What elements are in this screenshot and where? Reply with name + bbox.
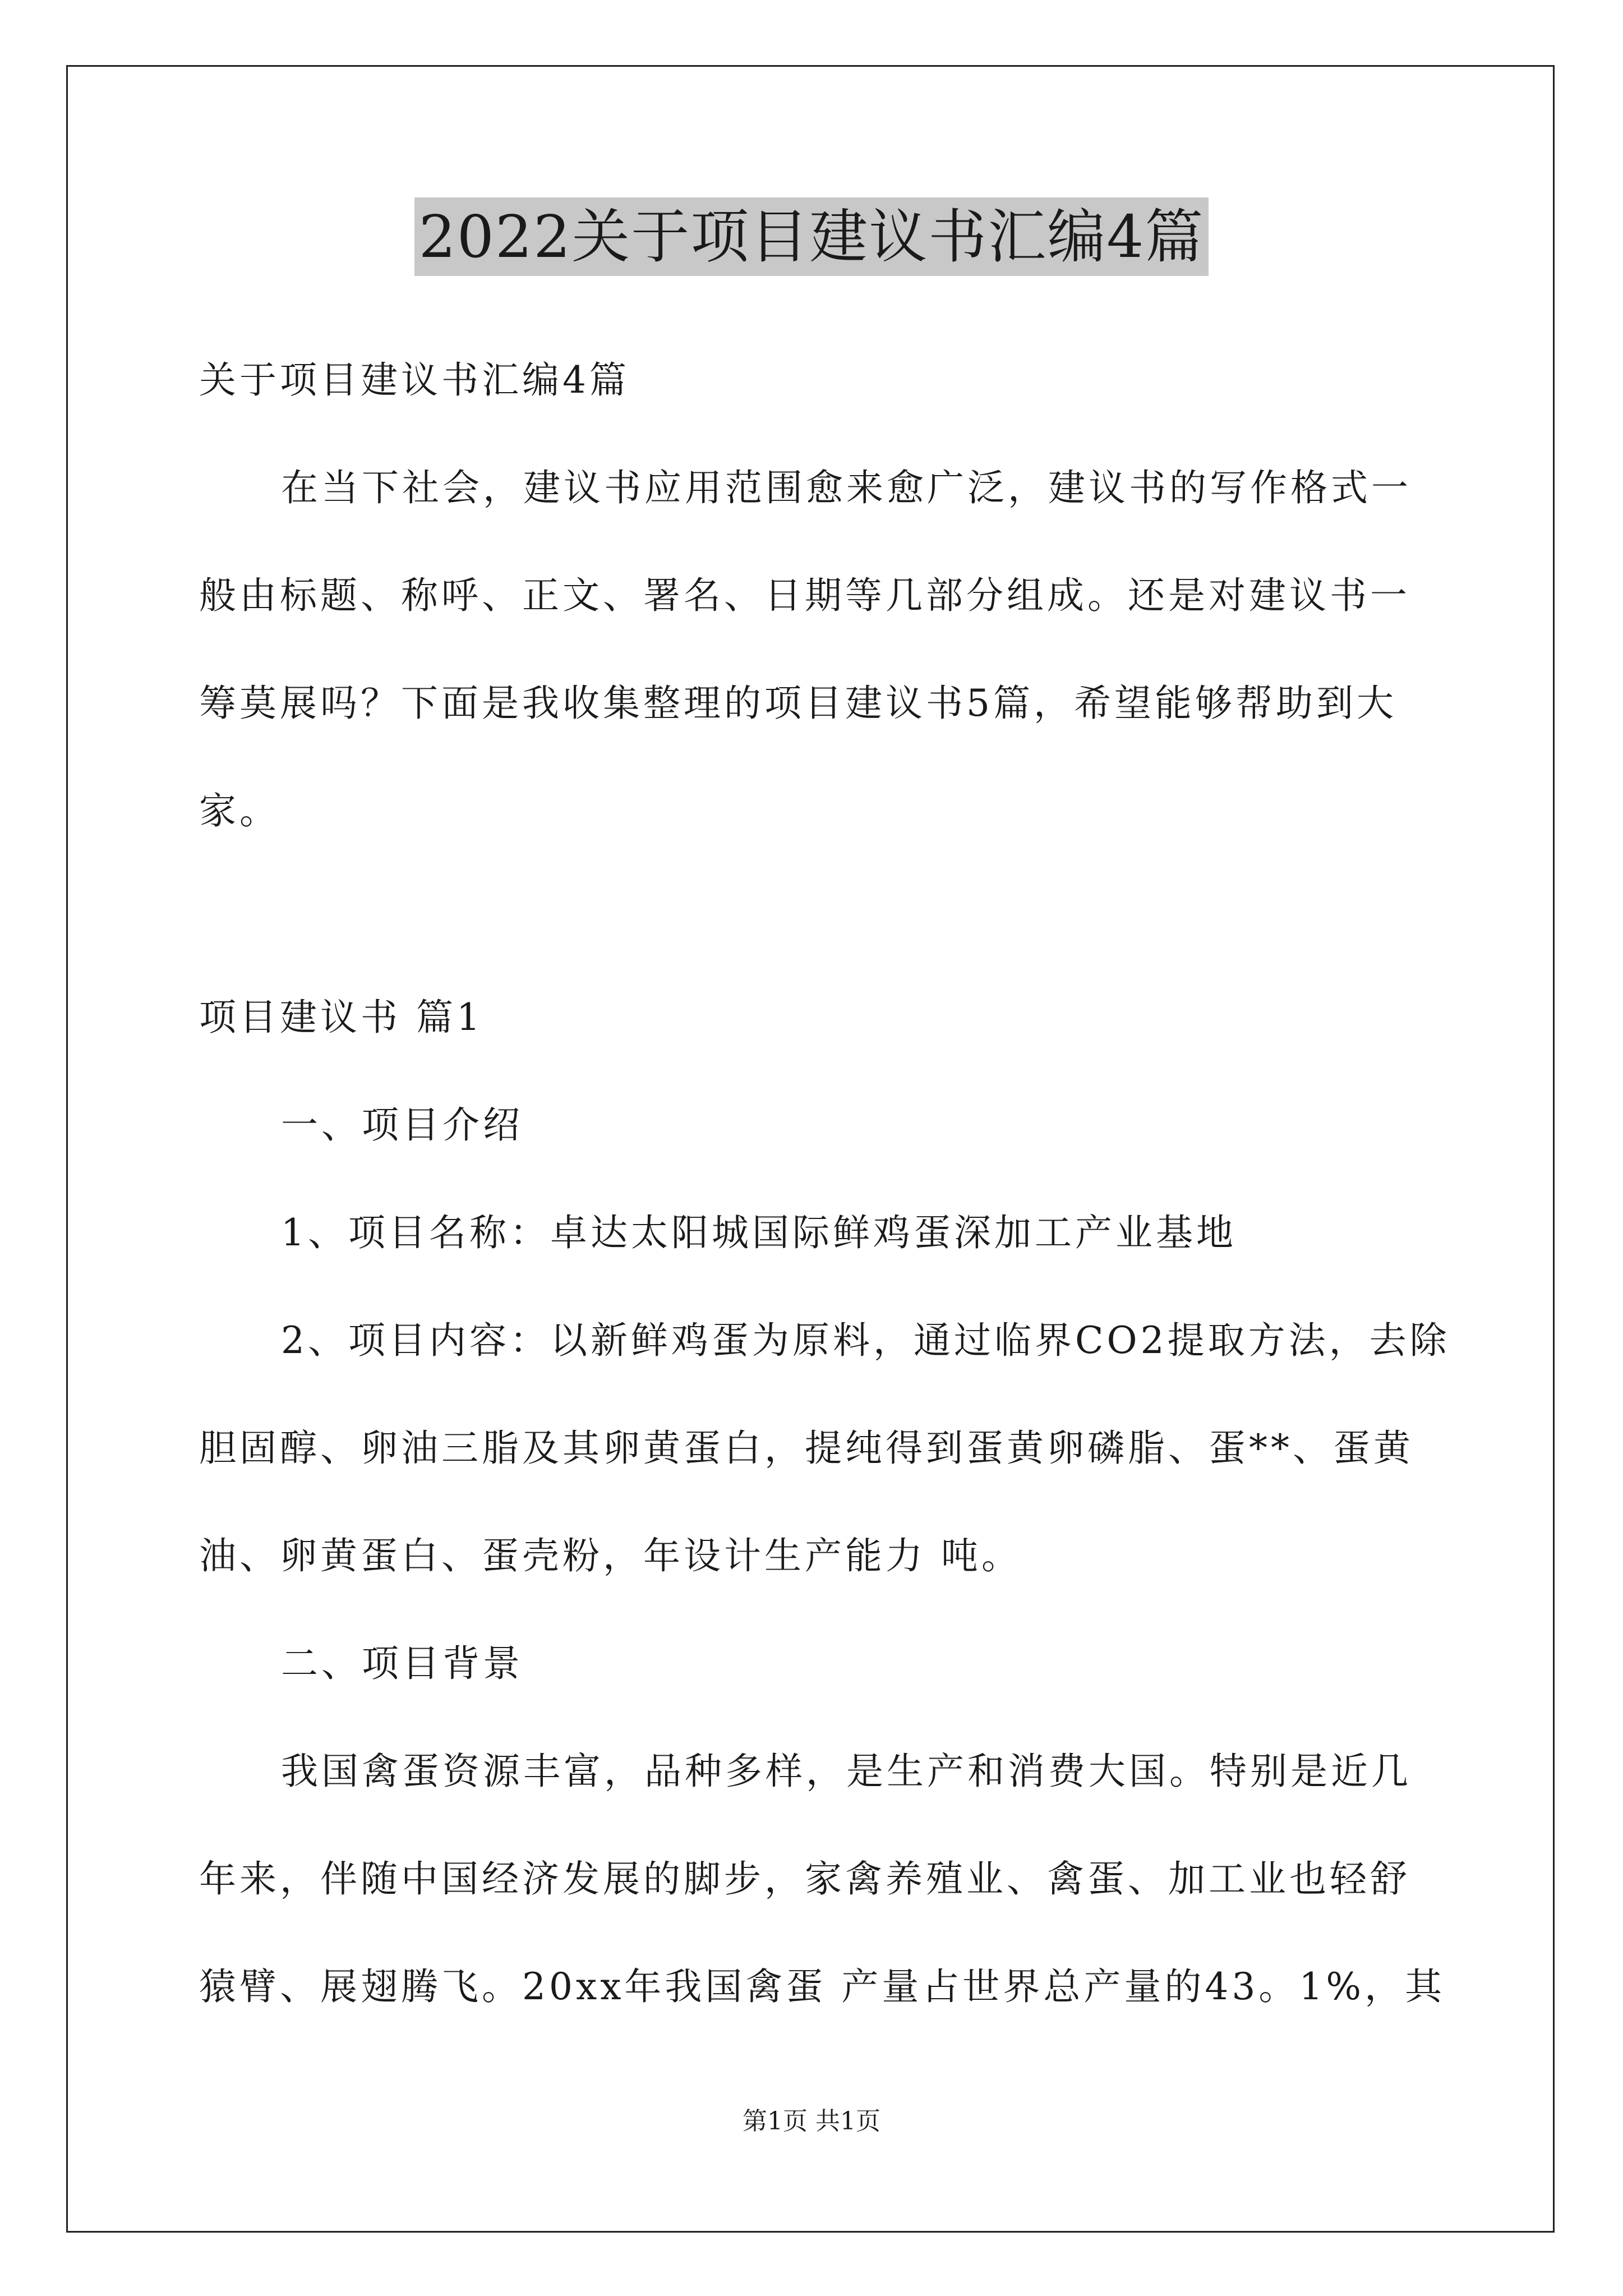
document-title: 2022关于项目建议书汇编4篇 xyxy=(414,197,1209,276)
item2-line-1: 2、项目内容：以新鲜鸡蛋为原料，通过临界CO2提取方法，去除 xyxy=(281,1319,1450,1362)
document-subtitle: 关于项目建议书汇编4篇 xyxy=(199,358,630,402)
background-line-3: 猿臂、展翅腾飞。20xx年我国禽蛋 产量占世界总产量的43。1%，其 xyxy=(199,1965,1446,2008)
intro-line-2: 般由标题、称呼、正文、署名、日期等几部分组成。还是对建议书一 xyxy=(199,574,1410,617)
intro-line-1: 在当下社会，建议书应用范围愈来愈广泛，建议书的写作格式一 xyxy=(281,466,1412,509)
item1-text: 1、项目名称：卓达太阳城国际鲜鸡蛋深加工产业基地 xyxy=(281,1211,1237,1254)
section-heading: 项目建议书 篇1 xyxy=(199,996,483,1039)
part1-heading: 一、项目介绍 xyxy=(281,1103,523,1147)
part2-heading: 二、项目背景 xyxy=(281,1642,523,1685)
background-line-2: 年来，伴随中国经济发展的脚步，家禽养殖业、禽蛋、加工业也轻舒 xyxy=(199,1857,1410,1901)
page-footer: 第1页 共1页 xyxy=(743,2107,880,2136)
background-line-1: 我国禽蛋资源丰富，品种多样，是生产和消费大国。特别是近几 xyxy=(281,1750,1412,1793)
intro-line-3: 筹莫展吗？下面是我收集整理的项目建议书5篇，希望能够帮助到大 xyxy=(199,682,1397,725)
item2-line-3: 油、卵黄蛋白、蛋壳粉，年设计生产能力 吨。 xyxy=(199,1534,1022,1577)
item2-line-2: 胆固醇、卵油三脂及其卵黄蛋白，提纯得到蛋黄卵磷脂、蛋**、蛋黄 xyxy=(199,1427,1414,1470)
title-container xyxy=(0,197,1623,276)
intro-line-4: 家。 xyxy=(199,789,280,832)
